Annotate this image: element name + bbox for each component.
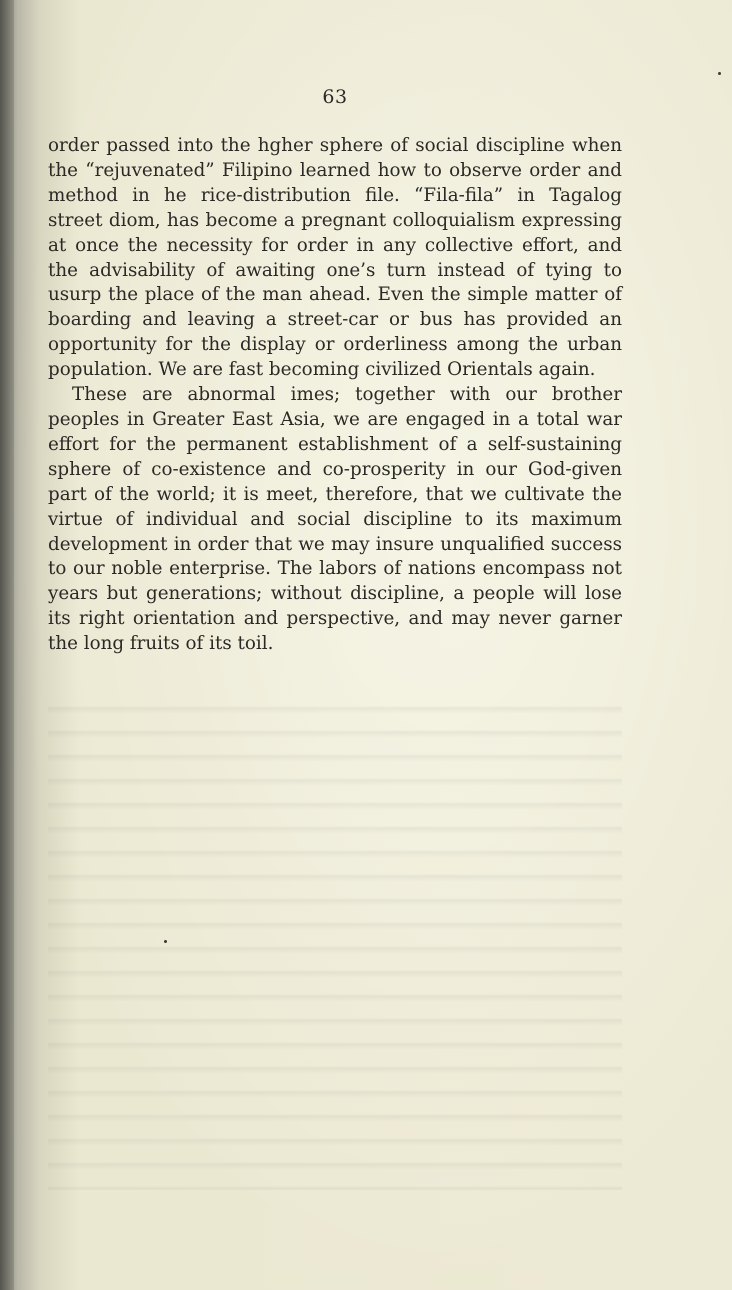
show-through-texture	[48, 690, 622, 1190]
body-text	[48, 134, 622, 657]
paragraph-2: These are abnormal imes; together with our brother peoples in Greater East Asia, we are engaged in a total war effort for the permanent establishment of a self-sustaining sphere of co-existence and co-prosperity in our God-given part of the world; it is meet, therefore, that we cultivate the virtue of individual and social discipline to its maximum development in order that we may insure unqualified success to our noble enterprise. The labors of nations encompass not years but generations; without discipline, a people will lose its right orientation and perspective, and may never garner the long fruits of its toil.	[48, 384, 622, 655]
page-number: 63	[322, 86, 348, 108]
paper-speck	[718, 72, 721, 75]
paragraph-1: order passed into the hgher sphere of social discipline when the “rejuvenated” Filipino learned how to observe order and method in he rice-distribution file. “Fila-fila” in Tagalog street diom, has become a pregnant colloquialism expressing at once the necessity for order in any collective effort, and the advisability of awaiting one’s turn instead of tying to usurp the place of the man ahead. Even the simple matter of boarding and leaving a street-car or bus has provided an opportunity for the display or orderliness among the urban population. We are fast becoming civilized Orientals again.	[48, 135, 622, 381]
paper-speck	[164, 940, 167, 943]
book-spine-shadow	[0, 0, 14, 1290]
